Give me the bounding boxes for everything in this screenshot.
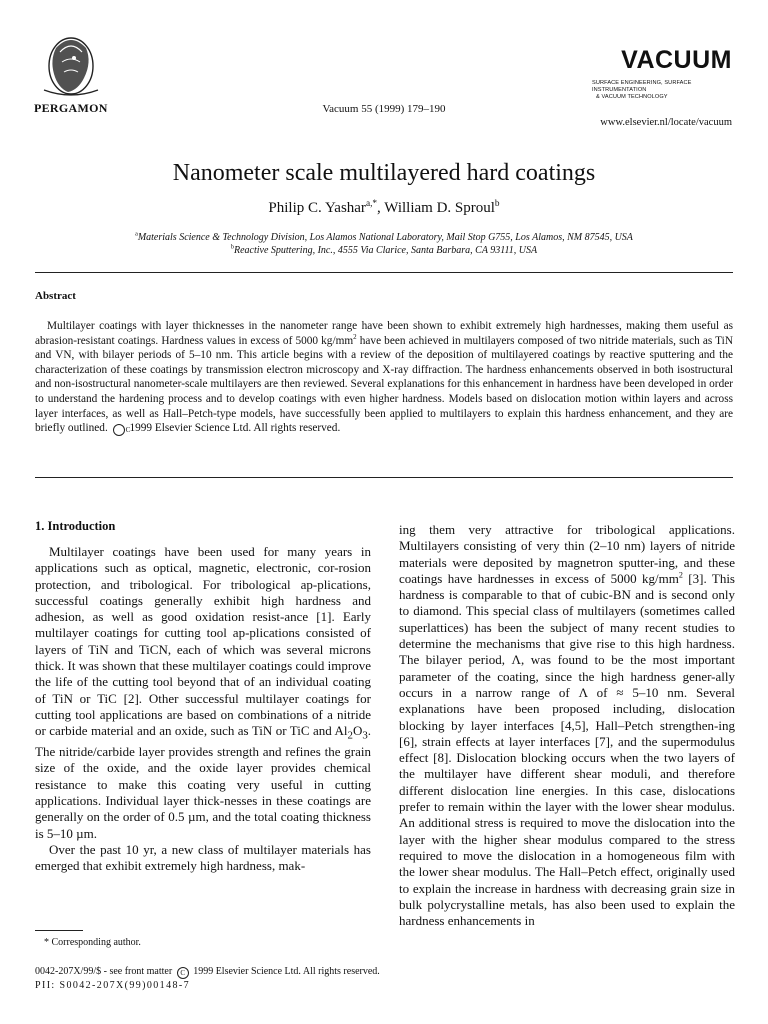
abstract-heading: Abstract bbox=[35, 290, 76, 302]
author-1-marks: a,* bbox=[365, 199, 378, 209]
body-column-left bbox=[35, 519, 371, 875]
affiliation-a-mark: a bbox=[135, 230, 138, 238]
journal-title: VACUUM bbox=[621, 46, 732, 74]
copyright-icon: C bbox=[113, 424, 125, 436]
footer-copyright-icon: C bbox=[177, 967, 189, 979]
intro-paragraph-2-continued bbox=[399, 522, 735, 929]
author-1[interactable]: Philip C. Yashar bbox=[268, 200, 366, 216]
journal-subtitle-line-2: & VACUUM TECHNOLOGY bbox=[596, 94, 668, 100]
intro-p1-part-a: Multilayer coatings have been used for many years in applications such as optical, magnetic, electronic, cor-rosion protection, and tribological. For tribological ap-plications, successful coatings generally exhibit high hardness and adhesion, as well as good oxidation resist-ance [1]. Early multilayer coatings for cutting tool ap-plications consisted of layers of TiN and TiCN, each of which was several microns thick. It was shown that these multilayer coatings could improve the life of the cutting tool beyond that of an individual coating of TiN or TiC [2]. Other successful multilayer coatings for cutting tool applications are based on combinations of a nitride or carbide material and an oxide, such as TiN or TiC and Al bbox=[35, 544, 371, 739]
affiliation-a bbox=[0, 232, 768, 243]
intro-p3-sup: 2 bbox=[678, 570, 683, 580]
author-separator: , bbox=[377, 200, 385, 216]
body-column-right bbox=[399, 522, 735, 929]
abstract-text bbox=[35, 319, 733, 436]
intro-p1-sub-a: 2 bbox=[347, 729, 353, 742]
intro-p1-part-c: . The nitride/carbide layer provides strength and refines the grain size of the oxide, and the oxide layer provides chemical resistance to make this coating very useful in cutting applications. Individual layer thick-nesses in these coatings are generally on the order of 0.5 µm, and the total coating thickness is 5–10 µm. bbox=[35, 723, 371, 841]
journal-subtitle-line-1: SURFACE ENGINEERING, SURFACE INSTRUMENTATION bbox=[592, 80, 692, 93]
affiliation-a-text: Materials Science & Technology Division, Los Alamos National Laboratory, Mail Stop G755, Los Alamos, NM 87545, USA bbox=[137, 232, 633, 243]
affiliation-b-text: Reactive Sputtering, Inc., 4555 Via Clarice, Santa Barbara, CA 93111, USA bbox=[233, 245, 538, 256]
intro-p3-part-a: ing them very attractive for tribological applications. Multilayers consisting of very thin (2–10 nm) layers of nitride materials were deposited by magnetron sputter-ing, and these coatings have hardnesses in excess of 5000 kg/mm bbox=[399, 522, 735, 586]
abstract-text-2: have been achieved in multilayers composed of two nitride materials, such as TiN and VN, with bilayer periods of 5–10 nm. This article begins with a review of the deposition of multilayered coatings by reactive sputtering and the characterization of these coatings by transmission electron microscopy and X-ray diffraction. The hardness enhancements observed in both isostructural and non-isostructural nanometer-scale multilayers are then reviewed. Several explanations for this enhancement in hardness have been developed in order to understand the hardening process and to develop coatings with even higher hardness. Models based on dislocation motion within layers and across layer interfaces, as well as Hall–Petch-type models, have successfully been applied to multilayers to explain this hardness enhancement, and they are briefly outlined. bbox=[35, 334, 733, 435]
footnote-divider bbox=[35, 930, 83, 931]
author-list bbox=[0, 200, 768, 217]
author-2[interactable]: William D. Sproul bbox=[384, 200, 495, 216]
corresponding-author-footnote: * Corresponding author. bbox=[44, 937, 141, 948]
abstract-sup-1: 2 bbox=[353, 332, 357, 341]
footer-copyright: 1999 Elsevier Science Ltd. All rights reserved. bbox=[193, 966, 380, 977]
affiliation-b bbox=[0, 245, 768, 256]
journal-url[interactable]: www.elsevier.nl/locate/vacuum bbox=[600, 117, 732, 128]
intro-p1-part-b: O bbox=[352, 723, 363, 739]
intro-p1-sub-b: 3 bbox=[362, 729, 368, 742]
article-title: Nanometer scale multilayered hard coatings bbox=[172, 160, 596, 186]
abstract-bottom-divider bbox=[35, 477, 733, 478]
intro-p3-part-b: [3]. This hardness is comparable to that of cubic-BN and is second only to diamond. This special class of multilayers (sometimes called superlattices) has been the subject of many recent studies to determine the mechanisms that give rise to this high hardness. The bilayer period, Λ, was found to be the most important parameter of the coating, since the high hardness gener-ally occurs in a narrow range of Λ of ≈ 5–10 nm. Several explanations have been proposed including, dislocation blocking by layer interfaces [4,5], Hall–Petch strengthen-ing [6], strain effects at layer interfaces [7], and the supermodulus effect [8]. Dislocation blocking occurs when the two layers of the multilayer have different shear moduli, and therefore different dislocation line energies. In this case, dislocations prefer to remain within the layer with the lower shear modulus. An additional stress is required to move the dislocation into the layer with the higher shear modulus compared to the stress required to move the dislocation in a homogeneous film with the lower shear modulus. The Hall–Petch effect, originally used to explain the increase in hardness with decreasing grain size in bulk polycrystalline metals, has also been used to explain the hardness enhancements in bbox=[399, 570, 735, 929]
elsevier-tree-emblem-icon bbox=[30, 28, 112, 100]
intro-paragraph-1 bbox=[35, 544, 371, 842]
footer-issn: 0042-207X/99/$ - see front matter bbox=[35, 966, 173, 977]
footer-front-matter bbox=[35, 966, 380, 979]
journal-subtitle bbox=[592, 80, 732, 101]
abstract-text-1: Multilayer coatings with layer thicknesses in the nanometer range have been shown to exhibit extremely high hardnesses, making them useful as abrasion-resistant coatings. Hardness values in excess of 5000 kg/mm bbox=[35, 320, 733, 347]
footer-pii: PII: S0042-207X(99)00148-7 bbox=[35, 980, 191, 991]
abstract-top-divider bbox=[35, 272, 733, 273]
intro-paragraph-2: Over the past 10 yr, a new class of multilayer materials has emerged that exhibit extremely high hardness, mak- bbox=[35, 841, 371, 874]
abstract-copyright: 1999 Elsevier Science Ltd. All rights reserved. bbox=[129, 422, 341, 435]
author-2-marks: b bbox=[494, 199, 500, 209]
affiliation-b-mark: b bbox=[230, 243, 234, 251]
journal-citation: Vacuum 55 (1999) 179–190 bbox=[322, 103, 446, 115]
publisher-name: PERGAMON bbox=[34, 101, 108, 115]
section-heading-introduction: 1. Introduction bbox=[35, 519, 116, 533]
